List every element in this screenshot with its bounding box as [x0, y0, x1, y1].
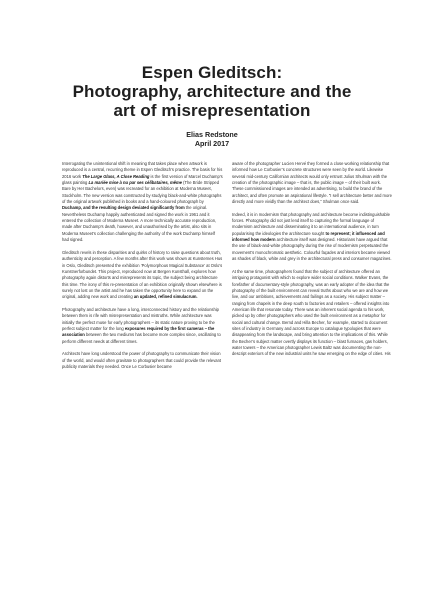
paragraph: Gleditsch revels in these disparities and quirks of history to raise questions about truth, authenticity and perception. A few months after this work was shown at Kunsternes Hus in Oslo, Gleditsch presented the exhibition ‘Polymorphous Magical Substance’ at Oslo’s Kunstnerforbundet. This project, reproduced now at Bergen Kunsthall, explores how photography again distorts and misrepresents its topic, the subject being architecture this time. The irony of this re-presentation of an exhibition originally shown elsewhere is surely not lost on the artist and he has taken the opportunity here to expand on the original, adding new work and creating an updated, refined simulacrum. [62, 249, 223, 300]
paragraph: Indeed, it is in modernism that photography and architecture become indistinguishable forces. Photography did not just lend itself to capturing the formal language of modernism architecture and disseminating it to an international audience, in turn popularising the ideologies the architecture sought to represent; it influenced and informed how modern architecture itself was designed. Historians have argued that the use of black-and-white photography during the rise of modernism perpetuated the movement’s monochromatic aesthetic. Colourful façades and interiors became viewed as shades of black, white and grey in the architectural press and consumer magazines. [232, 211, 392, 262]
title-line-3: art of misrepresentation [113, 101, 311, 120]
byline [0, 130, 424, 148]
left-column [62, 161, 223, 377]
paragraph: aware of the photographer Lucien Hervé they formed a close working relationship that informed how Le Corbusier’s concrete structures were seen by the world. Likewise several mid-century Californian architects would only entrust Julius Shulman with the creation of the photographic image – that is, the public image – of their built work. These commissioned images are intended as advertising, to build the brand of the architect, and often promote an aspirational lifestyle. “I sell architecture better and more directly and more vividly than the architect does,” Shulman once said. [232, 161, 392, 205]
article-title [0, 63, 424, 120]
paragraph: Architects have long understood the power of photography to communicate their vision of the world, and would often gravitate to photographers that could provide the relevant publicity materials they needed. Once Le Corbusier became [62, 351, 222, 369]
title-line-1: Espen Gleditsch: [141, 63, 283, 82]
publication-date: April 2017 [194, 139, 230, 148]
title-line-2: Photography, architecture and the [72, 82, 352, 101]
paragraph: Interrogating the unintentional shift in meaning that takes place when artwork is reproduced is a central, recurring theme in Espen Gleditsch’s practice. The basis for his 2016 work The Large Glass, A Close Reading is the first version of Marcel Duchamp’s glass painting La mariée mise à nu par ses célibataires, même (The Bride Stripped Bare by Her Bachelors, even) was recreated for an exhibition at Moderna Museet, Stockholm. The new version was constructed by studying black-and-white photographs of the original artwork published in books and a hand-coloured photograph by Duchamp, and the resulting design deviated significantly from the original. Nevertheless Duchamp happily authenticated and signed the work in 1961 and it entered the collection of Moderna Museet. A more technically accurate reproduction, made after Duchamp’s death, however, and unauthorised by the artist, also sits in Moderna Museet’s collection challenging the authority of the work Duchamp himself had signed. [62, 161, 223, 243]
author-name: Elias Redstone [186, 130, 238, 139]
right-column [232, 161, 393, 364]
paragraph: At the same time, photographers found that the subject of architecture offered an intriguing protagonist with which to explore wider social conditions. Walker Evans, the forefather of documentary-style photography, was an early adopter of the idea that the photography of the built environment can reveal truths about who we are and how we live, and our ambitions, achievements and failings as a society. His subject matter – ranging from chapels in the deep south to factories and retailers – offered insights into American life that resonate today. There was an inherent social agenda to his work, picked up by other photographers who used the built environment as a metaphor for social and cultural change. Bernd and Hilla Becher, for example, started to document sites of industry in Germany and across Europe to catalogue typologies that were disappearing from the landscape, and bring attention to the implications of this. While the Becher’s subject matter overtly displays its function – blast furnaces, gas holders, water towers – the American photographer Lewis Baltz was documenting the non-descript exteriors of the new industrial units he saw emerging on the edge of cities. His [232, 268, 391, 357]
paragraph: Photography and architecture have a long, interconnected history and the relationship between them is rife with misrepresentation and mistruths. While architecture was initially the perfect muse for early photographers – its static nature proving to be the perfect subject matter for the long exposures required by the first cameras – the association between the two mediums has become more complex since, oscillating to perform different needs at different times. [62, 306, 221, 344]
